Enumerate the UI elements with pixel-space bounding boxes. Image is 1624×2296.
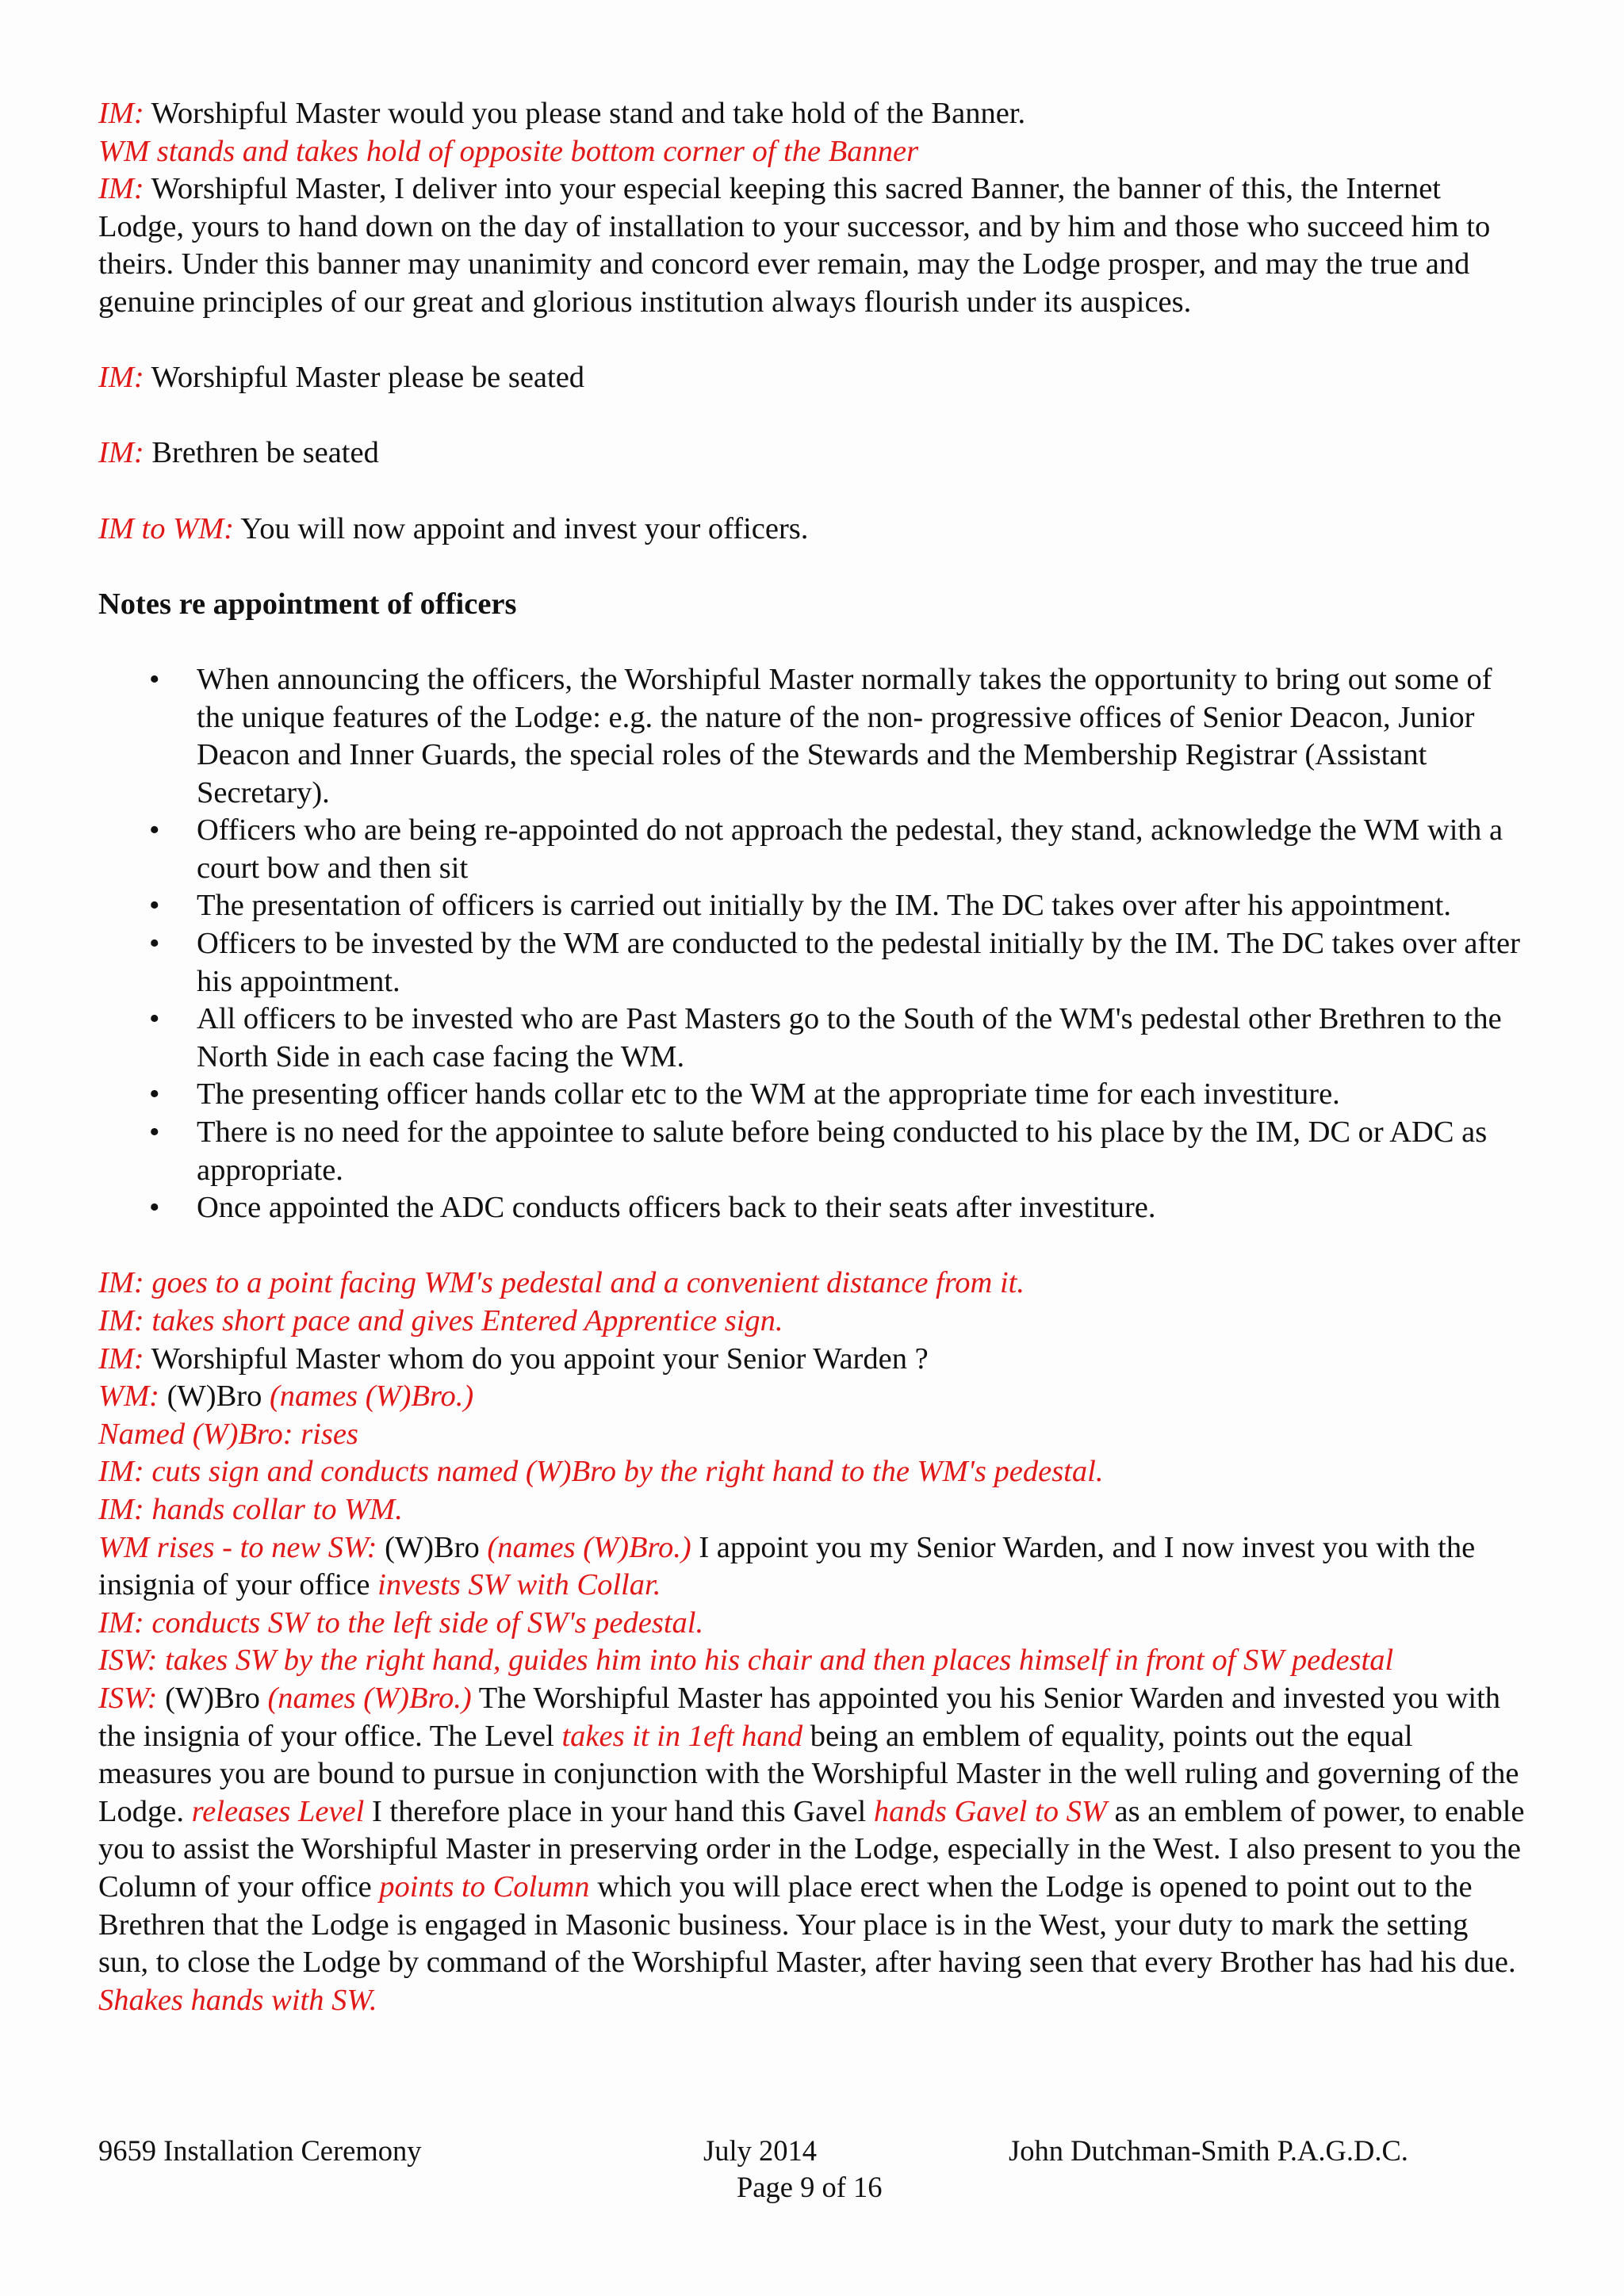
speech-im-appoint-sw (98, 1341, 1526, 1379)
speech-im-to-wm (98, 511, 1526, 549)
speaker-label: IM to WM: (98, 511, 235, 545)
speaker-label: WM: (98, 1380, 159, 1414)
document-body (98, 95, 1526, 2019)
stage-direction-inline: (names (W)Bro.) (267, 1681, 472, 1715)
list-item: • When announcing the officers, the Worshipful Master normally takes the opportunity to bring out some of the unique features of the Lodge: e.g. the nature of the non- progressive offices of Senior Deacon, Junior Deacon and Inner Guards, the special roles of the Stewards and the Membership Registrar (Assistant Secretary). (149, 662, 1492, 809)
stage-direction-inline: hands Gavel to SW (873, 1794, 1107, 1828)
list-item: • All officers to be invested who are Past Masters go to the South of the WM's pedestal other Brethren to the North Side in each case facing the WM. (149, 1002, 1502, 1073)
stage-direction-inline: releases Level (191, 1794, 365, 1828)
stage-direction-inline: takes it in 1eft hand (561, 1719, 803, 1753)
stage-direction: ISW: takes SW by the right hand, guides him into his chair and then places himself in front of SW pedestal (98, 1644, 1394, 1678)
bullet-icon: • (149, 927, 160, 961)
speech-text: Worshipful Master please be seated (144, 361, 585, 395)
stage-direction: IM: cuts sign and conducts named (W)Bro by the right hand to the WM's pedestal. (98, 1455, 1104, 1489)
speech-text: Worshipful Master, I deliver into your especial keeping this sacred Banner, the banner of this, the Internet Lodge, yours to hand down on the day of installation to your successor, and by him and those who succeed him to theirs. Under this banner may unanimity and concord ever remain, may the Lodge prosper, and may the true and genuine principles of our great and glorious institution always flourish under its auspices. (98, 172, 1491, 319)
speech-isw-charge: ISW: (W)Bro (names (W)Bro.) The Worshipful Master has appointed you his Senior Warden and invested you with the insignia of your office. The Level takes it in 1eft hand being an emblem of equality, points out the equal measures you are bound to pursue in conjunction with the Worshipful Master in the well ruling and governing of the Lodge. releases Level I therefore place in your hand this Gavel hands Gavel to SW as an emblem of power, to enable you to assist the Worshipful Master in preserving order in the Lodge, especially in the West. I also present to you the Column of your office points to Column which you will place erect when the Lodge is opened to point out to the Brethren that the Lodge is engaged in Masonic business. Your place is in the West, your duty to mark the setting sun, to close the Lodge by command of the Worshipful Master, after having seen that every Brother has had his due. Shakes hands with SW. (98, 1681, 1525, 2017)
stage-direction: IM: takes short pace and gives Entered Apprentice sign. (98, 1304, 783, 1337)
stage-direction-inline: (names (W)Bro.) (269, 1380, 474, 1414)
speech-im-banner-delivery (98, 170, 1526, 321)
stage-direction-inline: points to Column (379, 1869, 590, 1904)
bullet-icon: • (149, 1115, 160, 1150)
speech-wm-appoint-sw: WM rises - to new SW: (W)Bro (names (W)Bro.) I appoint you my Senior Warden, and I now invest you with the insignia of your office invests SW with Collar. (98, 1530, 1476, 1602)
speaker-label: ISW: (98, 1681, 158, 1715)
stage-direction: IM: goes to a point facing WM's pedestal and a convenient distance from it. (98, 1266, 1025, 1300)
stage-direction: IM: conducts SW to the left side of SW's pedestal. (98, 1605, 704, 1640)
notes-list (98, 661, 1526, 1227)
bullet-icon: • (149, 1002, 160, 1036)
stage-direction: IM: hands collar to WM. (98, 1492, 403, 1526)
speaker-label: IM: (98, 361, 144, 395)
list-item: • The presenting officer hands collar etc to the WM at the appropriate time for each investiture. (98, 1076, 1526, 1114)
speech-im-banner-request (98, 95, 1526, 133)
stage-direction: Named (W)Bro: rises (98, 1417, 358, 1451)
speech-text: You will now appoint and invest your officers. (234, 511, 809, 545)
stage-direction: WM stands and takes hold of opposite bottom corner of the Banner (98, 134, 919, 168)
list-item: • Officers who are being re-appointed do not approach the pedestal, they stand, acknowledge the WM with a court bow and then sit (149, 813, 1503, 885)
speech-wm-names: WM: (W)Bro (names (W)Bro.) (98, 1380, 474, 1414)
stage-direction-inline: Shakes hands with SW. (98, 1983, 377, 2017)
list-item: • Officers to be invested by the WM are conducted to the pedestal initially by the IM. The DC takes over after his appointment. (149, 927, 1520, 998)
footer-page-number: Page 9 of 16 (737, 2171, 883, 2203)
footer-document-title: 9659 Installation Ceremony (98, 2134, 422, 2167)
bullet-icon: • (149, 1191, 160, 1225)
footer-author: John Dutchman-Smith P.A.G.D.C. (1009, 2134, 1408, 2167)
stage-direction-inline: (names (W)Bro.) (487, 1530, 691, 1564)
list-item: • There is no need for the appointee to salute before being conducted to his place by the IM, DC or ADC as appropriate. (149, 1115, 1488, 1187)
speaker-label: IM: (98, 97, 144, 130)
bullet-icon: • (149, 662, 160, 696)
speaker-label: IM: (98, 1341, 144, 1376)
speaker-label: IM: (98, 172, 144, 206)
speaker-label: WM rises - to new SW: (98, 1530, 377, 1564)
bullet-icon: • (149, 889, 160, 923)
notes-heading: Notes re appointment of officers (98, 587, 517, 621)
speech-text: Worshipful Master whom do you appoint your Senior Warden ? (144, 1341, 929, 1376)
stage-direction-inline: invests SW with Collar. (377, 1568, 661, 1602)
bullet-icon: • (149, 1077, 160, 1112)
speech-text: Worshipful Master would you please stand and take hold of the Banner. (144, 97, 1026, 130)
footer-date: July 2014 (703, 2134, 817, 2167)
speaker-label: IM: (98, 436, 144, 470)
speech-im-brethren-seated (98, 434, 1526, 473)
speech-text: Brethren be seated (144, 436, 379, 470)
bullet-icon: • (149, 813, 160, 848)
speech-im-wm-seated (98, 359, 1526, 397)
list-item: • The presentation of officers is carried out initially by the IM. The DC takes over after his appointment. (98, 887, 1526, 925)
list-item: • Once appointed the ADC conducts officers back to their seats after investiture. (98, 1189, 1526, 1227)
